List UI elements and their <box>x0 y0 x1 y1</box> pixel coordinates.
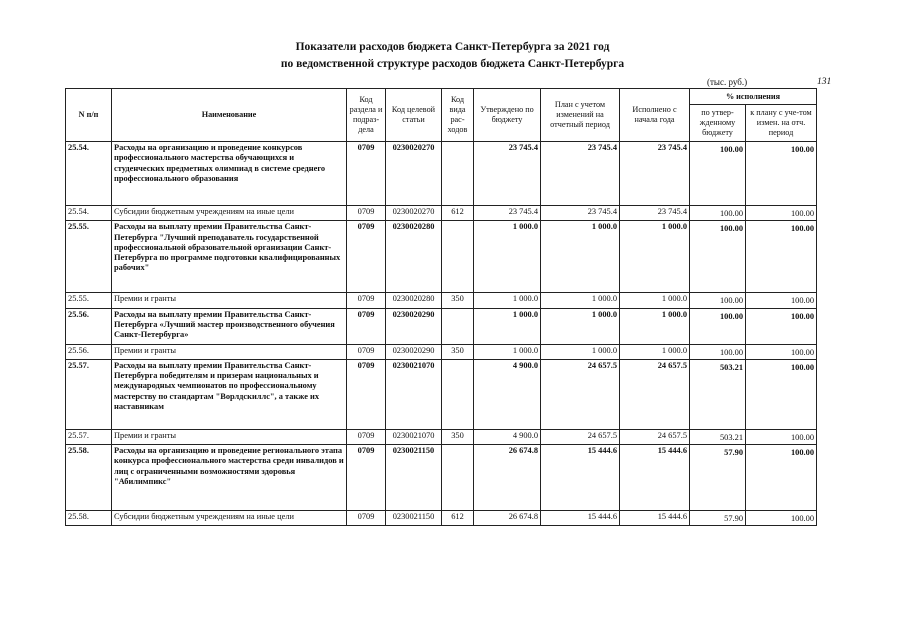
header-pct-group: % исполнения <box>690 89 817 105</box>
cell-executed: 1 000.0 <box>620 293 690 308</box>
header-pct-plan: к плану с уче-том измен. на отч. период <box>746 105 817 142</box>
cell-executed: 24 657.5 <box>620 429 690 444</box>
table-row <box>66 344 817 359</box>
header-executed: Исполнено с начала года <box>620 89 690 142</box>
cell-approved: 1 000.0 <box>474 293 541 308</box>
table-row <box>66 359 817 429</box>
cell-section: 0709 <box>347 511 386 526</box>
cell-exptype <box>442 445 474 511</box>
page-number: 131 <box>817 77 832 87</box>
cell-num: 25.56. <box>66 344 112 359</box>
cell-exptype <box>442 308 474 344</box>
cell-plan: 24 657.5 <box>541 359 620 429</box>
cell-target: 0230021070 <box>386 359 442 429</box>
cell-pct-approved: 100.00 <box>690 142 746 206</box>
cell-plan: 23 745.4 <box>541 142 620 206</box>
cell-executed: 23 745.4 <box>620 142 690 206</box>
cell-plan: 1 000.0 <box>541 344 620 359</box>
cell-section: 0709 <box>347 221 386 293</box>
cell-exptype: 612 <box>442 511 474 526</box>
cell-target: 0230021070 <box>386 429 442 444</box>
cell-exptype <box>442 221 474 293</box>
cell-num: 25.57. <box>66 429 112 444</box>
table-row <box>66 142 817 206</box>
cell-executed: 15 444.6 <box>620 445 690 511</box>
cell-name: Субсидии бюджетным учреждениям на иные цели <box>112 511 347 526</box>
cell-executed: 15 444.6 <box>620 511 690 526</box>
expenditure-table <box>65 88 817 526</box>
cell-section: 0709 <box>347 293 386 308</box>
cell-section: 0709 <box>347 308 386 344</box>
cell-pct-plan: 100.00 <box>746 142 817 206</box>
cell-plan: 15 444.6 <box>541 445 620 511</box>
cell-name: Расходы на выплату премии Правительства Санкт-Петербурга "Лучший преподаватель государственной профессиональной образовательной организации Санкт-Петербурга по программе подготовки квалифицированных рабочих" <box>112 221 347 293</box>
cell-section: 0709 <box>347 206 386 221</box>
header-plan: План с учетом изменений на отчетный период <box>541 89 620 142</box>
cell-target: 0230020290 <box>386 344 442 359</box>
cell-exptype <box>442 142 474 206</box>
cell-pct-approved: 503.21 <box>690 429 746 444</box>
cell-num: 25.55. <box>66 293 112 308</box>
cell-approved: 1 000.0 <box>474 221 541 293</box>
cell-target: 0230020270 <box>386 142 442 206</box>
cell-approved: 26 674.8 <box>474 511 541 526</box>
cell-num: 25.58. <box>66 445 112 511</box>
header-exptype: Код вида рас-ходов <box>442 89 474 142</box>
cell-pct-plan: 100.00 <box>746 359 817 429</box>
cell-name: Субсидии бюджетным учреждениям на иные цели <box>112 206 347 221</box>
cell-section: 0709 <box>347 344 386 359</box>
cell-plan: 1 000.0 <box>541 221 620 293</box>
cell-plan: 15 444.6 <box>541 511 620 526</box>
cell-pct-plan: 100.00 <box>746 221 817 293</box>
cell-approved: 26 674.8 <box>474 445 541 511</box>
cell-exptype: 350 <box>442 293 474 308</box>
cell-pct-approved: 57.90 <box>690 445 746 511</box>
cell-section: 0709 <box>347 445 386 511</box>
cell-target: 0230020270 <box>386 206 442 221</box>
cell-num: 25.57. <box>66 359 112 429</box>
cell-pct-approved: 100.00 <box>690 308 746 344</box>
cell-num: 25.56. <box>66 308 112 344</box>
cell-exptype: 350 <box>442 344 474 359</box>
header-approved: Утверждено по бюджету <box>474 89 541 142</box>
table-row <box>66 221 817 293</box>
cell-name: Премии и гранты <box>112 293 347 308</box>
report-title-line2: по ведомственной структуре расходов бюджета Санкт-Петербурга <box>280 58 625 70</box>
cell-num: 25.55. <box>66 221 112 293</box>
cell-plan: 1 000.0 <box>541 308 620 344</box>
cell-plan: 24 657.5 <box>541 429 620 444</box>
cell-pct-approved: 57.90 <box>690 511 746 526</box>
cell-section: 0709 <box>347 142 386 206</box>
cell-pct-plan: 100.00 <box>746 308 817 344</box>
cell-executed: 1 000.0 <box>620 344 690 359</box>
cell-target: 0230021150 <box>386 511 442 526</box>
table-row <box>66 445 817 511</box>
cell-name: Премии и гранты <box>112 344 347 359</box>
cell-pct-plan: 100.00 <box>746 511 817 526</box>
cell-pct-plan: 100.00 <box>746 206 817 221</box>
cell-executed: 1 000.0 <box>620 308 690 344</box>
header-name: Наименование <box>112 89 347 142</box>
cell-name: Расходы на организацию и проведение конкурсов профессионального мастерства обучающихся и студенческих предметных олимпиад в системе среднего профессионального образования <box>112 142 347 206</box>
cell-num: 25.54. <box>66 206 112 221</box>
cell-name: Премии и гранты <box>112 429 347 444</box>
cell-pct-approved: 100.00 <box>690 206 746 221</box>
header-target: Код целевой статьи <box>386 89 442 142</box>
cell-num: 25.54. <box>66 142 112 206</box>
cell-executed: 24 657.5 <box>620 359 690 429</box>
cell-approved: 4 900.0 <box>474 429 541 444</box>
cell-exptype: 350 <box>442 429 474 444</box>
cell-num: 25.58. <box>66 511 112 526</box>
cell-section: 0709 <box>347 359 386 429</box>
cell-name: Расходы на выплату премии Правительства Санкт-Петербурга «Лучший мастер производственного обучения Санкт-Петербурга» <box>112 308 347 344</box>
cell-exptype: 612 <box>442 206 474 221</box>
cell-pct-plan: 100.00 <box>746 344 817 359</box>
cell-approved: 1 000.0 <box>474 344 541 359</box>
cell-pct-approved: 100.00 <box>690 221 746 293</box>
report-title-line1: Показатели расходов бюджета Санкт-Петербурга за 2021 год <box>295 41 610 53</box>
table-row <box>66 293 817 308</box>
table-row <box>66 429 817 444</box>
cell-plan: 1 000.0 <box>541 293 620 308</box>
header-section: Код раздела и подраз-дела <box>347 89 386 142</box>
cell-executed: 23 745.4 <box>620 206 690 221</box>
table-row <box>66 511 817 526</box>
cell-approved: 4 900.0 <box>474 359 541 429</box>
cell-target: 0230020280 <box>386 293 442 308</box>
cell-name: Расходы на организацию и проведение регионального этапа конкурса профессионального мастерства среди инвалидов и лиц с ограниченными возможностями здоровья "Абилимпикс" <box>112 445 347 511</box>
cell-name: Расходы на выплату премии Правительства Санкт-Петербурга победителям и призерам национальных и международных чемпионатов по профессиональному мастерству по стандартам "Ворлдскиллс", а также их наставникам <box>112 359 347 429</box>
cell-exptype <box>442 359 474 429</box>
cell-target: 0230020280 <box>386 221 442 293</box>
cell-pct-approved: 503.21 <box>690 359 746 429</box>
cell-section: 0709 <box>347 429 386 444</box>
cell-executed: 1 000.0 <box>620 221 690 293</box>
unit-label: (тыс. руб.) <box>707 77 748 87</box>
cell-pct-plan: 100.00 <box>746 293 817 308</box>
cell-pct-approved: 100.00 <box>690 293 746 308</box>
cell-pct-plan: 100.00 <box>746 429 817 444</box>
cell-target: 0230020290 <box>386 308 442 344</box>
cell-plan: 23 745.4 <box>541 206 620 221</box>
header-num: N п/п <box>66 89 112 142</box>
cell-approved: 23 745.4 <box>474 206 541 221</box>
table-row <box>66 206 817 221</box>
cell-approved: 23 745.4 <box>474 142 541 206</box>
cell-target: 0230021150 <box>386 445 442 511</box>
header-pct-approved: по утвер-жденному бюджету <box>690 105 746 142</box>
cell-pct-approved: 100.00 <box>690 344 746 359</box>
table-row <box>66 308 817 344</box>
cell-pct-plan: 100.00 <box>746 445 817 511</box>
cell-approved: 1 000.0 <box>474 308 541 344</box>
